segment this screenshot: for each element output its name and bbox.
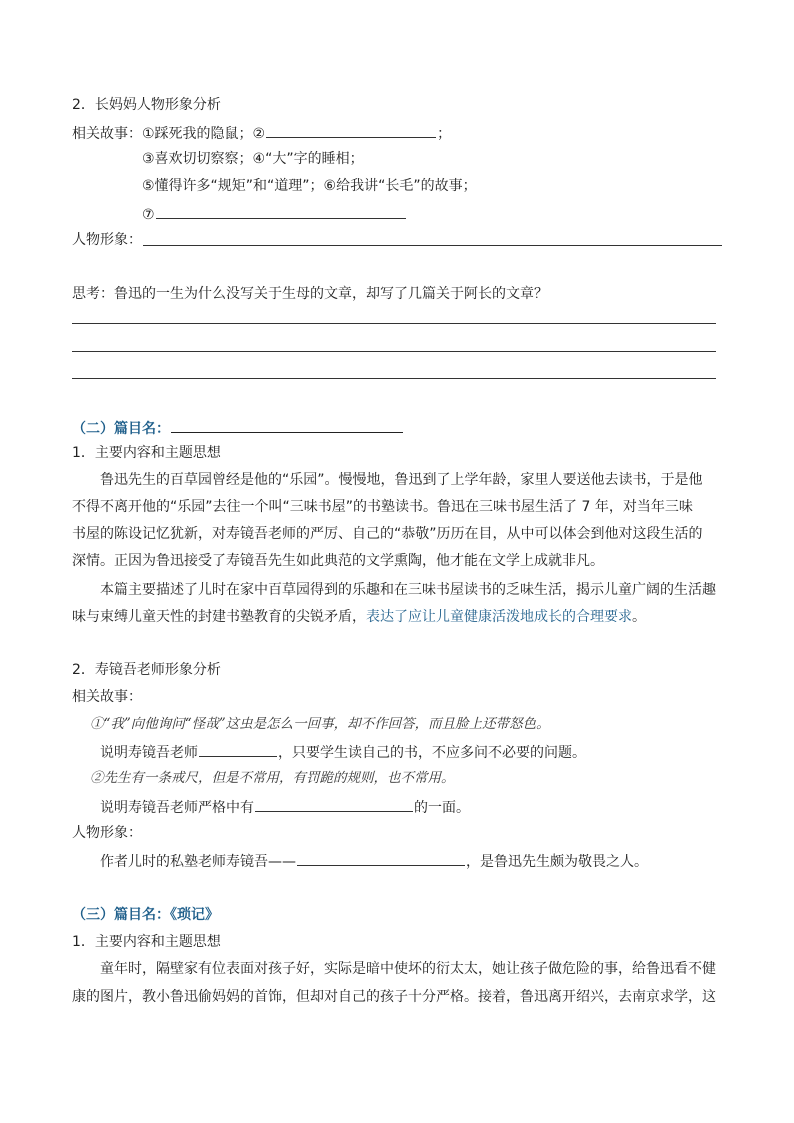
blank-story-7[interactable] [156,203,406,219]
image-label-chang-mama: 人物形象： [72,232,142,248]
section-heading-2 [72,417,404,437]
paragraph-line: 康的图片，教小鲁迅偷妈妈的首饰，但却对自己的孩子十分严格。接着，鲁迅离开绍兴，去南京求学，这 [72,989,716,1005]
answer-line-3[interactable] [72,378,716,379]
theme-highlight: 表达了应让儿童健康活泼地成长的合理要求 [366,609,632,625]
explanation-suffix: 的一面。 [414,800,470,816]
item-title-chang-mama: 2．长妈妈人物形象分析 [72,97,221,113]
image-label-teacher: 人物形象： [72,825,142,841]
story-text-1: ①踩死我的隐鼠；② [142,126,266,142]
story-2-explanation [100,796,470,816]
blank-story-2[interactable] [266,122,436,138]
handwritten-story-1: ①“我”向他询问“怪哉”这虫是怎么一回事，却不作回答，而且脸上还带怒色。 [90,716,550,732]
stories-row-7 [142,203,407,223]
stories-label: 相关故事： [72,126,142,142]
section-heading-2-text: （二）篇目名： [72,421,170,437]
blank-image-chang-mama[interactable] [143,245,722,246]
item-title-content-3: 1．主要内容和主题思想 [72,934,221,950]
story-text-7: ⑦ [142,207,155,223]
answer-line-1[interactable] [72,323,716,324]
teacher-image-line [100,850,648,870]
story-text-5: ⑤懂得许多“规矩”和“道理”；⑥给我讲“长毛”的故事； [142,178,477,194]
blank-teacher-image[interactable] [297,850,465,866]
stories-row-1 [72,122,451,142]
paragraph-line: 鲁迅先生的百草园曾经是他的“乐园”。慢慢地，鲁迅到了上学年龄，家里人要送他去读书，于是他 [100,472,703,488]
explanation-suffix: ，只要学生读自己的书，不应多问不必要的问题。 [278,745,586,761]
paragraph-line: 不得不离开他的“乐园”去往一个叫“三味书屋”的书塾读书。鲁迅在三味书屋生活了 7 年，对当年三味 [72,499,693,515]
theme-text: 味与束缚儿童天性的封建书塾教育的尖锐矛盾， [72,609,366,625]
section-heading-3: （三）篇目名：《琐记》 [72,907,219,923]
think-question: 思考：鲁迅的一生为什么没写关于生母的文章，却写了几篇关于阿长的文章？ [72,286,548,302]
paragraph-line: 童年时，隔壁家有位表面对孩子好，实际是暗中使坏的衍太太，她让孩子做危险的事，给鲁迅看不健 [100,961,716,977]
theme-period: 。 [632,609,646,625]
explanation-prefix: 说明寿镜吾老师严格中有 [100,800,254,816]
blank-teacher-trait-1[interactable] [199,741,277,757]
item-title-content: 1．主要内容和主题思想 [72,445,221,461]
paragraph-line: 书屋的陈设记忆犹新，对寿镜吾老师的严厉、自己的“恭敬”历历在目，从中可以体会到他对这段生活的 [72,526,703,542]
blank-title-2[interactable] [171,417,403,433]
story-text-3: ③喜欢切切察察；④“大”字的睡相； [142,151,364,167]
paragraph-line: 深情。正因为鲁迅接受了寿镜吾先生如此典范的文学熏陶，他才能在文学上成就非凡。 [72,553,604,569]
paragraph-line-theme [72,607,646,627]
semicolon: ； [437,126,452,142]
answer-line-2[interactable] [72,351,716,352]
item-title-teacher: 2．寿镜吾老师形象分析 [72,662,221,678]
image-suffix: ，是鲁迅先生颇为敬畏之人。 [466,854,648,870]
image-prefix: 作者儿时的私塾老师寿镜吾—— [100,854,296,870]
story-1-explanation [100,741,586,761]
explanation-prefix: 说明寿镜吾老师 [100,745,198,761]
blank-teacher-trait-2[interactable] [255,796,413,812]
stories-label-2: 相关故事： [72,689,142,705]
handwritten-story-2: ②先生有一条戒尺，但是不常用，有罚跪的规则，也不常用。 [90,770,455,786]
paragraph-line: 本篇主要描述了儿时在家中百草园得到的乐趣和在三味书屋读书的乏味生活，揭示儿童广阔的生活趣 [100,582,716,598]
